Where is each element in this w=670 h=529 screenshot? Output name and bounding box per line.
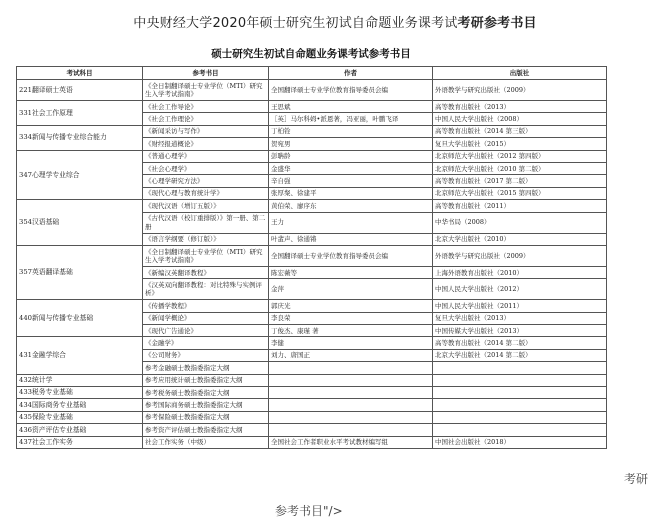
publisher-cell: 北京大学出版社（2014 第二版）	[433, 349, 607, 361]
subject-cell: 347心理学专业综合	[17, 150, 143, 200]
author-cell: 丁柏铨	[269, 125, 433, 137]
table-row	[17, 150, 607, 162]
author-cell: 贺宛男	[269, 138, 433, 150]
subject-cell: 436资产评估专业基础	[17, 424, 143, 436]
header-subject: 考试科目	[17, 67, 143, 80]
subject-cell: 221翻译硕士英语	[17, 80, 143, 101]
author-cell: 李健	[269, 337, 433, 349]
table-row	[17, 125, 607, 137]
publisher-cell: 高等教育出版社（2014 第三版）	[433, 125, 607, 137]
book-cell: 参考税务硕士教指委指定大纲	[143, 387, 269, 399]
author-cell	[269, 362, 433, 374]
book-cell: 《现代广告通论》	[143, 325, 269, 337]
book-cell: 《社会心理学》	[143, 162, 269, 174]
subject-cell: 354汉语基础	[17, 200, 143, 246]
publisher-cell: 复旦大学出版社（2013）	[433, 312, 607, 324]
author-cell: ［英］马尔科姆•派恩著，冯亚丽，叶鹏飞译	[269, 113, 433, 125]
book-cell: 《全日制翻译硕士专业学位（MTI）研究生入学考试指南》	[143, 80, 269, 101]
author-cell	[269, 399, 433, 411]
author-cell: 张厚粲、徐建平	[269, 187, 433, 199]
author-cell: 全国翻译硕士专业学位教育指导委员会编	[269, 80, 433, 101]
author-cell: 李良荣	[269, 312, 433, 324]
book-cell: 《汉英双向翻译教程：对比特殊与实例评析》	[143, 279, 269, 300]
reference-document	[16, 46, 606, 449]
subject-cell: 437社会工作实务	[17, 436, 143, 448]
header-author: 作者	[269, 67, 433, 80]
book-cell: 《新闻学概论》	[143, 312, 269, 324]
book-cell: 参考金融硕士教指委指定大纲	[143, 362, 269, 374]
author-cell	[269, 387, 433, 399]
table-row	[17, 424, 607, 436]
publisher-cell: 外语教学与研究出版社（2009）	[433, 80, 607, 101]
table-row	[17, 411, 607, 423]
publisher-cell	[433, 387, 607, 399]
page-title-bold: 考研参考书目	[457, 16, 537, 31]
publisher-cell: 北京师范大学出版社（2012 第四版）	[433, 150, 607, 162]
author-cell: 丁俊杰、康瑾 著	[269, 325, 433, 337]
author-cell: 金盛华	[269, 162, 433, 174]
table-row	[17, 436, 607, 448]
table-row	[17, 101, 607, 113]
book-cell: 《财经报道概论》	[143, 138, 269, 150]
book-cell: 《现代心理与教育统计学》	[143, 187, 269, 199]
author-cell: 叶蜚声、徐通锵	[269, 233, 433, 245]
table-header-row	[17, 67, 607, 80]
subject-cell: 434国际商务专业基础	[17, 399, 143, 411]
publisher-cell: 高等教育出版社（2017 第二版）	[433, 175, 607, 187]
table-title: 硕士研究生初试自命题业务课考试参考书目	[211, 48, 411, 60]
author-cell: 全国社会工作者职业水平考试教材编写组	[269, 436, 433, 448]
publisher-cell: 中国传媒大学出版社（2013）	[433, 325, 607, 337]
book-cell: 《全日制翻译硕士专业学位（MTI）研究生入学考试指南》	[143, 245, 269, 266]
publisher-cell: 中国人民大学出版社（2011）	[433, 300, 607, 312]
caption-bottom: 参考书目"/>	[275, 504, 343, 518]
publisher-cell: 复旦大学出版社（2015）	[433, 138, 607, 150]
author-cell: 刘力、唐国正	[269, 349, 433, 361]
page-title	[0, 12, 670, 31]
book-cell: 参考资产评估硕士教指委指定大纲	[143, 424, 269, 436]
book-cell: 《现代汉语（增订五版）》	[143, 200, 269, 212]
book-cell: 参考应用统计硕士教指委指定大纲	[143, 374, 269, 386]
table-body	[17, 80, 607, 449]
table-row	[17, 200, 607, 212]
author-cell: 辛自强	[269, 175, 433, 187]
book-cell: 《社会工作理论》	[143, 113, 269, 125]
book-cell: 《公司财务》	[143, 349, 269, 361]
book-cell: 《社会工作导论》	[143, 101, 269, 113]
publisher-cell: 北京大学出版社（2010）	[433, 233, 607, 245]
publisher-cell	[433, 362, 607, 374]
author-cell: 陈宏薇等	[269, 266, 433, 278]
publisher-cell	[433, 374, 607, 386]
publisher-cell: 北京师范大学出版社（2015 第四版）	[433, 187, 607, 199]
book-cell: 《传播学教程》	[143, 300, 269, 312]
publisher-cell: 高等教育出版社（2013）	[433, 101, 607, 113]
book-cell: 《新编汉英翻译教程》	[143, 266, 269, 278]
publisher-cell	[433, 424, 607, 436]
header-book: 参考书目	[143, 67, 269, 80]
table-row	[17, 399, 607, 411]
subject-cell: 334新闻与传播专业综合能力	[17, 125, 143, 150]
book-cell: 《语言学纲要（修订版）》	[143, 233, 269, 245]
author-cell: 王力	[269, 212, 433, 233]
book-cell: 参考保险硕士教指委指定大纲	[143, 411, 269, 423]
author-cell: 全国翻译硕士专业学位教育指导委员会编	[269, 245, 433, 266]
publisher-cell: 中国社会出版社（2018）	[433, 436, 607, 448]
caption-right: 考研	[623, 472, 648, 486]
subject-cell: 433税务专业基础	[17, 387, 143, 399]
author-cell: 金萍	[269, 279, 433, 300]
book-cell: 《普通心理学》	[143, 150, 269, 162]
book-cell: 《心理学研究方法》	[143, 175, 269, 187]
subject-cell: 432统计学	[17, 374, 143, 386]
publisher-cell: 北京师范大学出版社（2010 第二版）	[433, 162, 607, 174]
header-publisher: 出版社	[433, 67, 607, 80]
publisher-cell	[433, 399, 607, 411]
author-cell: 王思斌	[269, 101, 433, 113]
subject-cell: 440新闻与传播专业基础	[17, 300, 143, 337]
publisher-cell: 上海外语教育出版社（2010）	[433, 266, 607, 278]
table-row	[17, 300, 607, 312]
publisher-cell	[433, 411, 607, 423]
author-cell	[269, 374, 433, 386]
publisher-cell: 高等教育出版社（2011）	[433, 200, 607, 212]
table-row	[17, 337, 607, 349]
subject-cell: 331社会工作原理	[17, 101, 143, 126]
publisher-cell: 中国人民大学出版社（2012）	[433, 279, 607, 300]
author-cell: 郭庆光	[269, 300, 433, 312]
book-cell: 《新闻采访与写作》	[143, 125, 269, 137]
subject-cell: 431金融学综合	[17, 337, 143, 374]
book-cell: 社会工作实务（中级）	[143, 436, 269, 448]
publisher-cell: 中国人民大学出版社（2008）	[433, 113, 607, 125]
book-cell: 《金融学》	[143, 337, 269, 349]
publisher-cell: 高等教育出版社（2014 第二版）	[433, 337, 607, 349]
author-cell	[269, 424, 433, 436]
subject-cell: 435保险专业基础	[17, 411, 143, 423]
table-row	[17, 374, 607, 386]
reference-table	[16, 66, 607, 449]
table-row	[17, 245, 607, 266]
author-cell: 彭聃龄	[269, 150, 433, 162]
publisher-cell: 外语教学与研究出版社（2009）	[433, 245, 607, 266]
page-title-text: 中央财经大学2020年硕士研究生初试自命题业务课考试	[133, 16, 458, 31]
subject-cell: 357英语翻译基础	[17, 245, 143, 299]
book-cell: 参考国际商务硕士教指委指定大纲	[143, 399, 269, 411]
book-cell: 《古代汉语（校订重排版）》第一册、第二册	[143, 212, 269, 233]
author-cell	[269, 411, 433, 423]
author-cell: 黄伯荣、廖序东	[269, 200, 433, 212]
publisher-cell: 中华书局（2008）	[433, 212, 607, 233]
table-row	[17, 80, 607, 101]
table-row	[17, 387, 607, 399]
